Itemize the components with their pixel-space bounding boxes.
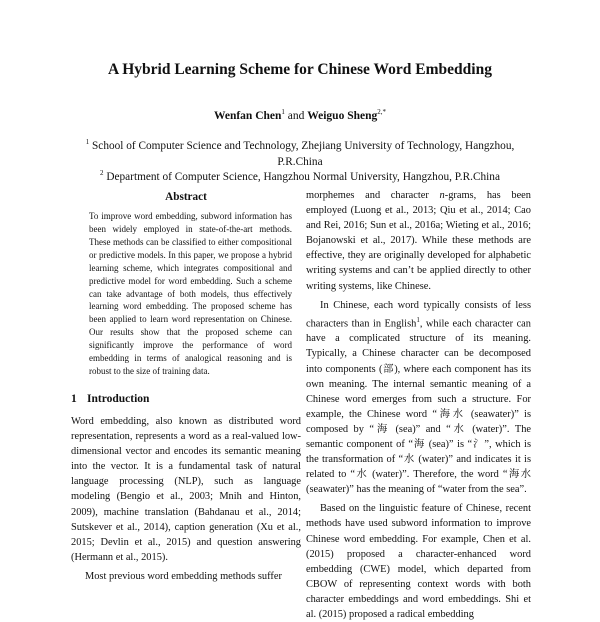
text-run: , while each character can have a complicated structure of its meaning. Typically, a Chinese character can be decomposed into components (部), where each component has its own meaning. The internal semantic meaning of a Chinese word emerges from such a structure. For example, the Chinese word “海水 (seawater)” is composed by “海 (sea)” and “水 (water)”. The semantic component of “海 (sea)” is “氵”, which is the transformation of “水 (water)” and indicates it is related to “水 (water)”. Therefore, the word “海水 (seawater)” has the meaning of “water from the sea”.	[306, 318, 531, 496]
author-name: Weiguo Sheng	[307, 109, 378, 122]
text-run: morphemes and character	[306, 190, 440, 201]
affiliation-text: Department of Computer Science, Hangzhou Normal University, Hangzhou, P.R.China	[106, 170, 500, 183]
intro-paragraph: Word embedding, also known as distributed word representation, represents a word as a real-valued low-dimensional vector and encodes its semantic meaning into the vector. It is a fundamental task of natural language processing (NLP), such as language modeling (Bengio et al., 2003; Mnih and Hinton, 2009), machine translation (Bahdanau et al., 2014; Sutskever et al., 2014), caption generation (Xu et al., 2015; Devlin et al., 2015) and question answering (Hermann et al., 2015).	[71, 415, 301, 563]
author-line	[0, 108, 600, 122]
author-superscript: 1	[281, 108, 285, 116]
abstract-text: To improve word embedding, subword information has been widely employed in state-of-the-art methods. These methods can be classified to either compositional or predictive models. In this paper, we propose a hybrid learning scheme, which integrates compositional and predictive model for word embedding. Such a scheme can take advantage of both models, thus effectively learning word embedding. The proposed scheme has been applied to learn word representation on Chinese. Our results show that the proposed scheme can significantly improve the performance of word embedding in terms of analogical reasoning and is robust to the size of training data.	[89, 211, 292, 376]
author-joiner: and	[287, 109, 305, 122]
section-heading	[71, 392, 301, 407]
affiliation-text: School of Computer Science and Technology, Zhejiang University of Technology, Hangzhou, P.R.China	[92, 139, 515, 168]
body-paragraph	[306, 188, 531, 294]
section-number: 1	[71, 392, 77, 405]
intro-paragraph: Most previous word embedding methods suffer	[85, 570, 282, 582]
author-name: Wenfan Chen	[213, 109, 282, 122]
paper-title: A Hybrid Learning Scheme for Chinese Word Embedding	[108, 61, 492, 78]
footnote-marker[interactable]: 1	[416, 315, 420, 324]
author-superscript: 2,*	[377, 108, 386, 116]
text-run: -grams, has been employed (Luong et al., 2013; Qiu et al., 2014; Cao and Rei, 2016; Sun et al., 2016a; Wieting et al., 2016; Bojanowski et al., 2017). While these methods are effective, they are originally developed for alphabetic writing systems and can’t be applied directly to other writing systems, like Chinese.	[306, 190, 531, 292]
affiliation-superscript: 2	[100, 169, 104, 177]
section-title: Introduction	[87, 392, 150, 405]
text-run: In Chinese, each word typically consists of less characters than in English	[306, 299, 531, 330]
affiliation-superscript: 1	[85, 138, 90, 146]
affiliation	[70, 165, 530, 185]
right-column	[306, 188, 531, 622]
text-run-italic: n	[439, 190, 445, 201]
left-column	[71, 190, 301, 584]
body-paragraph	[306, 298, 531, 498]
abstract-heading: Abstract	[165, 191, 207, 203]
body-paragraph: Based on the linguistic feature of Chinese, recent methods have used subword information to improve Chinese word embedding. For example, Chen et al. (2015) proposed a character-enhanced word embedding (CWE) model, which departed from CBOW of representing context words with both character embeddings and word embeddings. Shi et al. (2015) proposed a radical embedding	[306, 503, 531, 620]
